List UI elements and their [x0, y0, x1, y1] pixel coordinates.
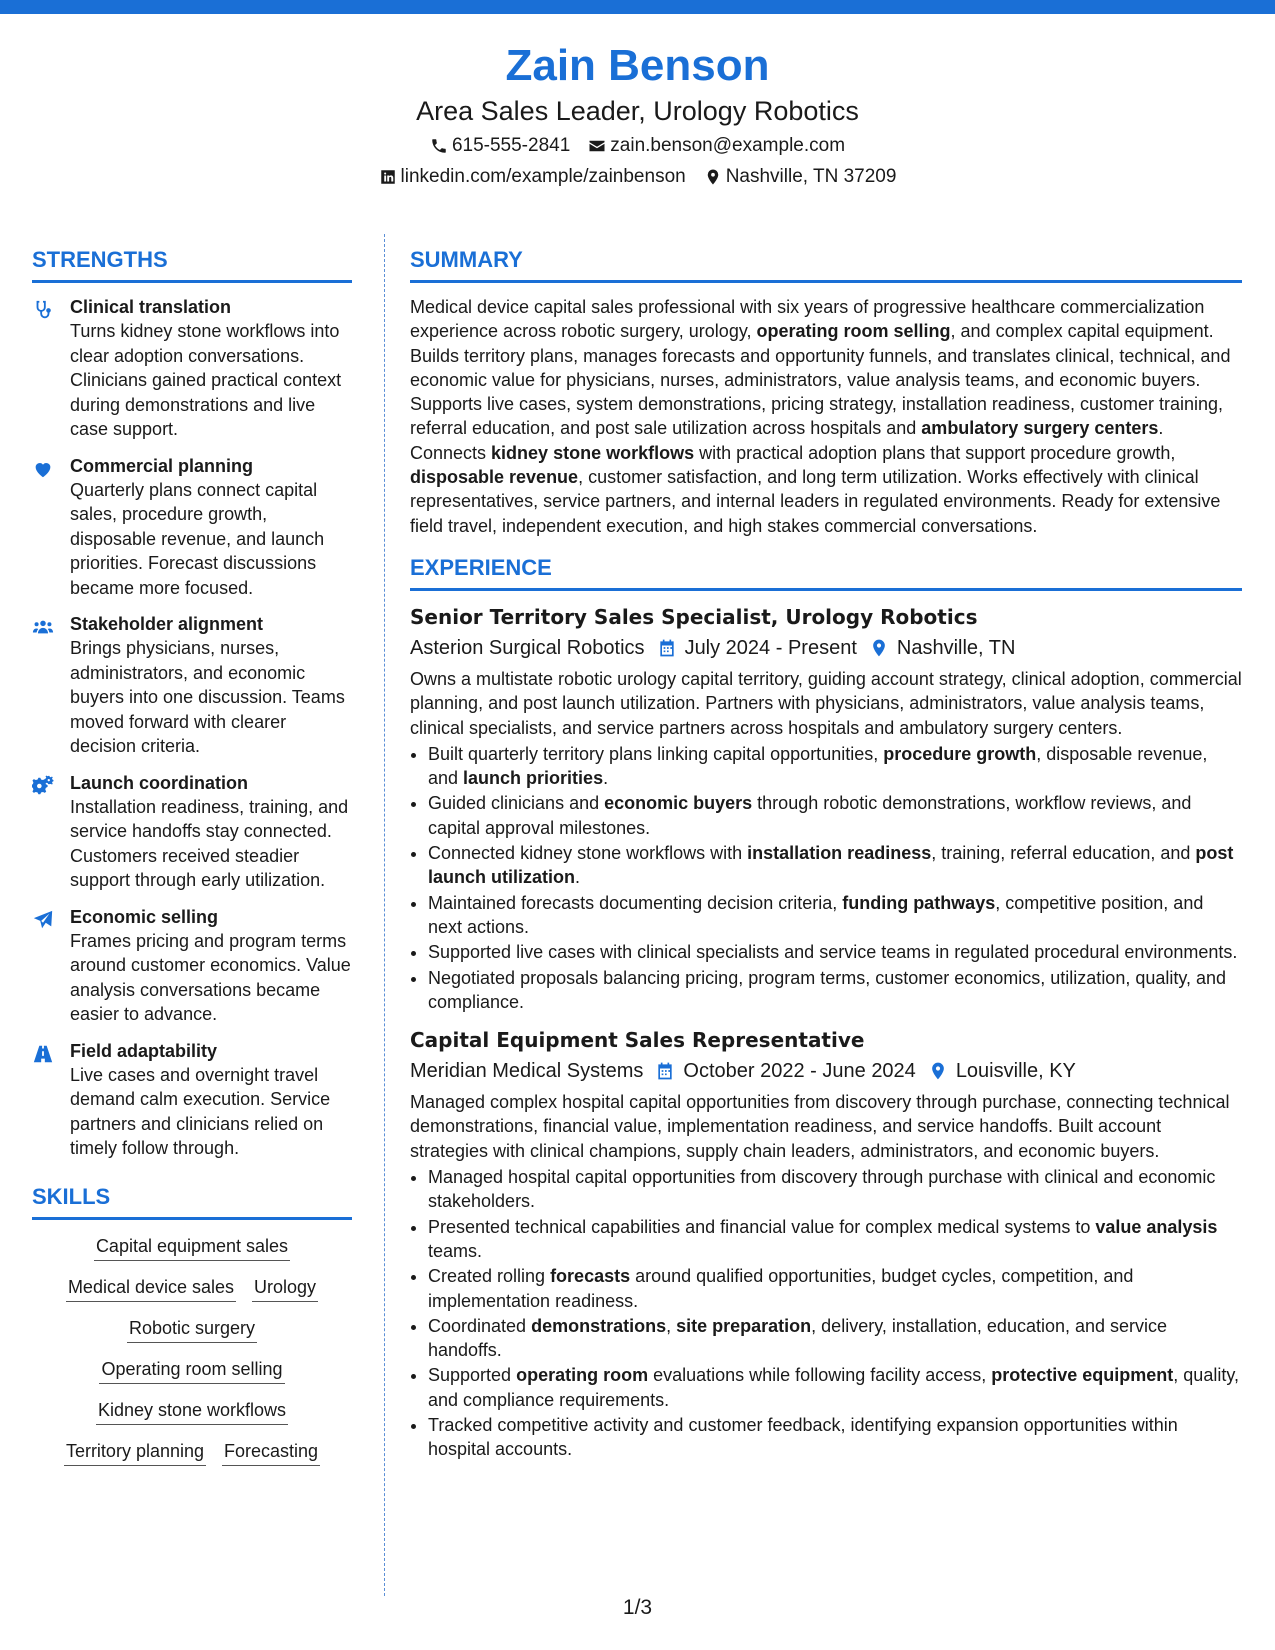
job-meta	[410, 633, 1242, 663]
calendar-icon	[655, 1061, 675, 1081]
skill-tag: Robotic surgery	[127, 1316, 257, 1343]
left-column	[32, 246, 352, 1474]
emphasis-text: operating room	[516, 1365, 649, 1386]
text-run: Negotiated proposals balancing pricing, program terms, customer economics, utilization, quality, and compliance.	[428, 967, 1227, 1012]
skill-row	[32, 1316, 352, 1343]
job-bullet	[428, 1165, 1242, 1214]
email-contact[interactable]	[588, 132, 845, 160]
strength-desc: Quarterly plans connect capital sales, procedure growth, disposable revenue, and launch priorities. Forecast discussions became more focused.	[70, 479, 325, 598]
text-run: , customer satisfaction, and long term utilization. Works effectively with clinical representatives, service partners, and internal leaders in regulated environments. Ready for extensive field travel, independent execution, and high stakes commercial conversations.	[410, 467, 1221, 536]
job-description: Owns a multistate robotic urology capital territory, guiding account strategy, clinical adoption, commercial planning, and post launch utilization. Partners with physicians, administrators, value analysis teams, clinical specialists, and service partners across hospitals and ambulatory surgery centers.	[410, 668, 1242, 738]
emphasis-text: post launch utilization	[428, 843, 1234, 888]
text-run: Coordinated	[428, 1315, 532, 1336]
emphasis-text: funding pathways	[842, 892, 996, 913]
strengths-list	[32, 295, 352, 1161]
candidate-name: Zain Benson	[505, 41, 770, 90]
text-run: Medical device capital sales professional with six years of progressive healthcare commercialization experience across robotic surgery, urology,	[410, 297, 1205, 342]
heart-icon	[32, 458, 54, 480]
map-pin-icon-wrap	[928, 1061, 948, 1081]
text-run: Presented technical capabilities and financial value for complex medical systems to	[428, 1216, 1096, 1237]
job-entry	[410, 603, 1242, 1014]
gears-icon	[32, 775, 54, 797]
job-bullet	[428, 1413, 1242, 1462]
strength-title: Field adaptability	[70, 1040, 218, 1061]
location-contact	[704, 163, 897, 191]
skill-tag: Kidney stone workflows	[96, 1398, 288, 1425]
job-bullet	[428, 940, 1242, 964]
strength-body	[70, 454, 352, 601]
job-bullet	[428, 742, 1242, 791]
emphasis-text: disposable revenue	[410, 467, 579, 488]
strengths-heading: STRENGTHS	[32, 246, 352, 283]
strength-title: Clinical translation	[70, 297, 232, 317]
strength-desc: Frames pricing and program terms around customer economics. Value analysis conversations became easier to advance.	[70, 930, 351, 1024]
job-location: Nashville, TN	[896, 636, 1016, 659]
skill-tag: Operating room selling	[99, 1357, 284, 1384]
job-bullet	[428, 966, 1242, 1015]
emphasis-text: procedure growth	[883, 743, 1037, 764]
skill-row	[32, 1234, 352, 1261]
strength-desc: Live cases and overnight travel demand calm execution. Service partners and clinicians relied on timely follow through.	[70, 1064, 331, 1158]
job-bullets	[410, 742, 1242, 1014]
strength-desc: Brings physicians, nurses, administrators, and economic buyers into one discussion. Teams moved forward with clearer decision criteria.	[70, 638, 345, 756]
paper-plane-icon	[32, 909, 54, 931]
experience-heading: EXPERIENCE	[410, 554, 1242, 591]
job-title: Capital Equipment Sales Representative	[410, 1028, 865, 1053]
emphasis-text: value analysis	[1095, 1216, 1218, 1237]
strength-body	[70, 771, 352, 893]
text-run: Connected kidney stone workflows with	[428, 843, 748, 864]
job-title: Senior Territory Sales Specialist, Urology Robotics	[410, 604, 978, 629]
strength-item	[32, 295, 352, 442]
text-run: Guided clinicians and	[428, 793, 605, 814]
job-bullet	[428, 1314, 1242, 1363]
strength-icon-wrap	[32, 905, 70, 1027]
calendar-icon	[657, 638, 677, 658]
envelope-icon	[588, 137, 606, 155]
strength-body	[70, 612, 352, 759]
skill-row	[32, 1357, 352, 1384]
email-text[interactable]: zain.benson@example.com	[610, 135, 846, 156]
strength-icon-wrap	[32, 295, 70, 442]
calendar-icon-wrap	[655, 1061, 675, 1081]
users-icon	[32, 616, 54, 638]
job-bullet	[428, 841, 1242, 890]
strength-body	[70, 905, 352, 1027]
linkedin-icon	[379, 168, 397, 186]
job-dates: July 2024 - Present	[684, 636, 857, 659]
linkedin-contact[interactable]	[379, 163, 686, 191]
skill-tag: Urology	[252, 1275, 318, 1302]
text-run: Tracked competitive activity and customer feedback, identifying expansion opportunities within hospital accounts.	[428, 1414, 1178, 1460]
skill-tag: Medical device sales	[66, 1275, 236, 1302]
emphasis-text: economic buyers	[604, 793, 753, 814]
strength-title: Economic selling	[70, 906, 219, 927]
emphasis-text: demonstrations	[531, 1315, 667, 1336]
map-pin-icon	[704, 168, 722, 186]
text-run: .	[603, 768, 609, 789]
job-bullet	[428, 1215, 1242, 1264]
emphasis-text: operating room selling	[756, 321, 951, 342]
strength-body	[70, 1039, 352, 1161]
phone-icon	[430, 137, 448, 155]
strength-item	[32, 905, 352, 1027]
linkedin-text[interactable]: linkedin.com/example/zainbenson	[400, 166, 686, 187]
job-bullet	[428, 891, 1242, 940]
job-meta	[410, 1056, 1242, 1086]
column-divider	[384, 234, 385, 1596]
text-run: , competitive position, and next actions.	[428, 892, 1204, 937]
emphasis-text: kidney stone workflows	[491, 442, 695, 463]
strength-icon-wrap	[32, 454, 70, 601]
job-dates: October 2022 - June 2024	[683, 1060, 916, 1083]
emphasis-text: site preparation	[676, 1315, 812, 1336]
text-run: , delivery, installation, education, and service handoffs.	[428, 1315, 1168, 1361]
text-run: Supported	[428, 1365, 517, 1386]
text-run: Created rolling	[428, 1266, 551, 1287]
text-run: around qualified opportunities, budget cycles, competition, and implementation readiness.	[428, 1266, 1134, 1311]
strength-title: Launch coordination	[70, 772, 248, 793]
job-company: Asterion Surgical Robotics	[410, 636, 645, 659]
job-entry	[410, 1026, 1242, 1461]
skill-tag: Forecasting	[222, 1439, 320, 1466]
strength-item	[32, 771, 352, 893]
right-column	[410, 246, 1242, 1474]
text-run: evaluations while following facility access,	[648, 1365, 992, 1386]
strength-desc: Installation readiness, training, and service handoffs stay connected. Customers received steadier support through early utilization.	[70, 796, 349, 890]
job-description: Managed complex hospital capital opportunities from discovery through purchase, connecting technical demonstrations, financial value, implementation readiness, and service handoffs. Built account strategies with clinical champions, supply chain leaders, administrators, and economic buyers.	[410, 1092, 1230, 1161]
skills-section	[32, 1183, 352, 1466]
job-bullet	[428, 791, 1242, 840]
strength-title: Commercial planning	[70, 455, 254, 476]
job-bullet	[428, 1363, 1242, 1412]
strength-icon-wrap	[32, 612, 70, 759]
map-pin-icon-wrap	[869, 638, 889, 658]
strength-body	[70, 295, 352, 442]
text-run: Maintained forecasts documenting decision criteria,	[428, 892, 843, 913]
text-run: , and complex capital equipment. Builds territory plans, manages forecasts and opportunity funnels, and translates clinical, technical, and economic value for physicians, nurses, administrators, value analysis teams, and economic buyers. Supports live cases, system demonstrations, pricing strategy, installation readiness, customer training, referral education, and post sale utilization across hospitals and	[410, 321, 1231, 439]
emphasis-text: protective equipment	[991, 1365, 1174, 1386]
resume-header	[0, 40, 1275, 191]
text-run: ,	[666, 1315, 677, 1336]
text-run: , quality, and compliance requirements.	[428, 1365, 1239, 1410]
map-pin-icon	[869, 638, 889, 658]
text-run: teams.	[428, 1240, 483, 1261]
phone-text: 615-555-2841	[451, 135, 571, 156]
page-number: 1/3	[622, 1596, 653, 1619]
strength-icon-wrap	[32, 771, 70, 893]
strength-desc: Turns kidney stone workflows into clear adoption conversations. Clinicians gained practical context during demonstrations and live case support.	[70, 321, 342, 439]
text-run: Managed hospital capital opportunities from discovery through purchase with clinical and economic stakeholders.	[428, 1167, 1216, 1212]
skill-tag: Territory planning	[64, 1439, 206, 1466]
experience-section	[410, 554, 1242, 1462]
job-bullets	[410, 1165, 1242, 1462]
jobs-list	[410, 603, 1242, 1462]
skills-heading: SKILLS	[32, 1183, 352, 1220]
road-icon	[32, 1043, 54, 1065]
location-text: Nashville, TN 37209	[725, 166, 897, 187]
stethoscope-icon	[32, 299, 54, 321]
job-company: Meridian Medical Systems	[410, 1060, 644, 1083]
strength-item	[32, 612, 352, 759]
strength-item	[32, 1039, 352, 1161]
text-run: Supported live cases with clinical specialists and service teams in regulated procedural environments.	[428, 942, 1238, 963]
emphasis-text: ambulatory surgery centers	[921, 418, 1159, 439]
text-run: through robotic demonstrations, workflow reviews, and capital approval milestones.	[428, 793, 1192, 838]
skills-list	[32, 1234, 352, 1466]
contact-row-1	[0, 132, 1275, 160]
text-run: , disposable revenue, and	[428, 743, 1208, 789]
phone-contact	[430, 132, 570, 160]
contact-row-2	[0, 163, 1275, 191]
summary-text	[410, 295, 1242, 538]
job-location: Louisville, KY	[955, 1060, 1076, 1083]
map-pin-icon	[928, 1061, 948, 1081]
text-run: . Connects	[410, 418, 1164, 463]
text-run: , training, referral education, and	[931, 843, 1196, 864]
summary-heading: SUMMARY	[410, 246, 1242, 283]
text-run: with practical adoption plans that support procedure growth,	[694, 442, 1176, 463]
emphasis-text: forecasts	[550, 1266, 631, 1287]
emphasis-text: installation readiness	[747, 843, 932, 864]
skill-row	[32, 1275, 352, 1302]
skill-tag: Capital equipment sales	[94, 1234, 290, 1261]
strength-icon-wrap	[32, 1039, 70, 1161]
job-bullet	[428, 1264, 1242, 1313]
text-run: .	[575, 867, 581, 888]
strength-item	[32, 454, 352, 601]
skill-row	[32, 1398, 352, 1425]
text-run: Built quarterly territory plans linking capital opportunities,	[428, 743, 884, 764]
skill-row	[32, 1439, 352, 1466]
emphasis-text: launch priorities	[463, 768, 604, 789]
strength-title: Stakeholder alignment	[70, 614, 264, 634]
calendar-icon-wrap	[657, 638, 677, 658]
top-accent-bar	[0, 0, 1275, 14]
candidate-headline: Area Sales Leader, Urology Robotics	[416, 96, 859, 126]
